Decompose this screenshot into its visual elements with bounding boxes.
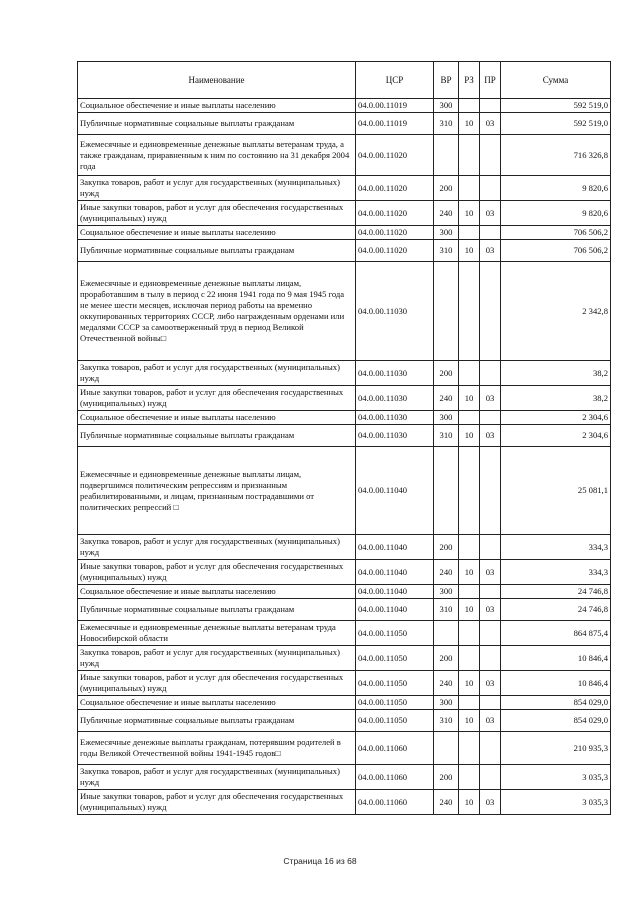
table-row [78,135,611,176]
table-row [78,585,611,599]
budget-table [77,61,611,815]
cell-csr: 04.0.00.11019 [356,99,434,113]
cell-pr [480,765,501,790]
cell-sum: 864 875,4 [501,621,611,646]
cell-sum: 38,2 [501,361,611,386]
cell-rz [459,361,480,386]
cell-vr: 200 [434,535,459,560]
cell-pr [480,447,501,535]
cell-pr: 03 [480,386,501,411]
cell-pr [480,585,501,599]
cell-rz [459,646,480,671]
header-name: Наименование [78,62,356,99]
cell-name: Ежемесячные и единовременные денежные выплаты ветеранам труда, а также гражданам, приравненным к ним по состоянию на 31 декабря 2004 года [78,135,356,176]
table-row [78,240,611,262]
cell-csr: 04.0.00.11020 [356,226,434,240]
cell-csr: 04.0.00.11020 [356,135,434,176]
table-row [78,790,611,815]
cell-csr: 04.0.00.11050 [356,621,434,646]
table-row [78,113,611,135]
cell-vr: 240 [434,201,459,226]
cell-name: Социальное обеспечение и иные выплаты населению [78,99,356,113]
cell-csr: 04.0.00.11050 [356,671,434,696]
cell-rz [459,176,480,201]
cell-rz: 10 [459,710,480,732]
cell-rz [459,621,480,646]
cell-sum: 706 506,2 [501,226,611,240]
cell-pr [480,176,501,201]
cell-sum: 592 519,0 [501,99,611,113]
cell-name: Закупка товаров, работ и услуг для государственных (муниципальных) нужд [78,765,356,790]
cell-name: Публичные нормативные социальные выплаты гражданам [78,599,356,621]
cell-name: Публичные нормативные социальные выплаты гражданам [78,240,356,262]
cell-pr: 03 [480,671,501,696]
cell-name: Ежемесячные денежные выплаты гражданам, потерявшим родителей в годы Великой Отечественной войны 1941-1945 годов□ [78,732,356,765]
cell-csr: 04.0.00.11040 [356,447,434,535]
cell-pr: 03 [480,710,501,732]
cell-csr: 04.0.00.11030 [356,386,434,411]
table-row [78,262,611,361]
table-row [78,535,611,560]
cell-sum: 3 035,3 [501,790,611,815]
cell-vr [434,447,459,535]
cell-csr: 04.0.00.11030 [356,361,434,386]
cell-vr: 310 [434,599,459,621]
cell-csr: 04.0.00.11060 [356,790,434,815]
cell-vr: 300 [434,99,459,113]
cell-rz: 10 [459,599,480,621]
table-row [78,646,611,671]
table-row [78,226,611,240]
cell-pr: 03 [480,560,501,585]
cell-name: Социальное обеспечение и иные выплаты населению [78,226,356,240]
cell-rz [459,585,480,599]
cell-pr [480,621,501,646]
table-row [78,447,611,535]
cell-rz [459,732,480,765]
cell-sum: 3 035,3 [501,765,611,790]
cell-pr [480,646,501,671]
table-header-row [78,62,611,99]
cell-name: Иные закупки товаров, работ и услуг для обеспечения государственных (муниципальных) нужд [78,790,356,815]
cell-sum: 24 746,8 [501,585,611,599]
cell-pr [480,411,501,425]
cell-pr: 03 [480,425,501,447]
cell-rz: 10 [459,790,480,815]
cell-vr [434,621,459,646]
cell-sum: 9 820,6 [501,176,611,201]
header-sum: Сумма [501,62,611,99]
cell-name: Публичные нормативные социальные выплаты гражданам [78,710,356,732]
cell-rz: 10 [459,201,480,226]
cell-sum: 38,2 [501,386,611,411]
cell-rz [459,411,480,425]
cell-pr: 03 [480,113,501,135]
cell-vr: 300 [434,696,459,710]
cell-vr: 200 [434,765,459,790]
cell-pr: 03 [480,790,501,815]
cell-vr: 300 [434,585,459,599]
cell-vr: 300 [434,226,459,240]
cell-csr: 04.0.00.11050 [356,710,434,732]
cell-sum: 210 935,3 [501,732,611,765]
cell-vr [434,135,459,176]
cell-name: Иные закупки товаров, работ и услуг для обеспечения государственных (муниципальных) нужд [78,201,356,226]
cell-vr: 310 [434,425,459,447]
cell-rz [459,765,480,790]
cell-sum: 2 304,6 [501,425,611,447]
cell-name: Социальное обеспечение и иные выплаты населению [78,411,356,425]
cell-rz [459,226,480,240]
cell-vr [434,262,459,361]
cell-csr: 04.0.00.11040 [356,560,434,585]
cell-name: Иные закупки товаров, работ и услуг для обеспечения государственных (муниципальных) нужд [78,560,356,585]
cell-rz [459,696,480,710]
cell-csr: 04.0.00.11030 [356,411,434,425]
cell-name: Ежемесячные и единовременные денежные выплаты лицам, проработавшим в тылу в период с 22 июня 1941 года по 9 мая 1945 года не менее шести месяцев, исключая период работы на временно оккупированных территориях СССР, либо награжденным орденами или медалями СССР за самоотверженный труд в период Великой Отечественной войны□ [78,262,356,361]
cell-name: Иные закупки товаров, работ и услуг для обеспечения государственных (муниципальных) нужд [78,386,356,411]
cell-csr: 04.0.00.11040 [356,535,434,560]
table-body [78,99,611,815]
cell-vr: 240 [434,386,459,411]
cell-pr: 03 [480,599,501,621]
table-row [78,599,611,621]
cell-name: Социальное обеспечение и иные выплаты населению [78,585,356,599]
page-number: Страница 16 из 68 [283,856,357,866]
cell-rz [459,447,480,535]
cell-name: Закупка товаров, работ и услуг для государственных (муниципальных) нужд [78,535,356,560]
cell-name: Закупка товаров, работ и услуг для государственных (муниципальных) нужд [78,361,356,386]
cell-csr: 04.0.00.11030 [356,425,434,447]
cell-pr: 03 [480,240,501,262]
cell-sum: 716 326,8 [501,135,611,176]
cell-rz: 10 [459,386,480,411]
cell-pr [480,262,501,361]
table-row [78,560,611,585]
cell-vr: 200 [434,361,459,386]
cell-rz: 10 [459,560,480,585]
cell-name: Закупка товаров, работ и услуг для государственных (муниципальных) нужд [78,176,356,201]
cell-name: Публичные нормативные социальные выплаты гражданам [78,425,356,447]
cell-sum: 854 029,0 [501,710,611,732]
cell-vr [434,732,459,765]
cell-rz: 10 [459,240,480,262]
cell-sum: 2 304,6 [501,411,611,425]
cell-csr: 04.0.00.11040 [356,585,434,599]
cell-pr [480,135,501,176]
cell-csr: 04.0.00.11020 [356,201,434,226]
cell-csr: 04.0.00.11050 [356,696,434,710]
header-pr: ПР [480,62,501,99]
cell-csr: 04.0.00.11020 [356,240,434,262]
header-csr: ЦСР [356,62,434,99]
cell-rz: 10 [459,425,480,447]
cell-rz: 10 [459,671,480,696]
cell-csr: 04.0.00.11060 [356,732,434,765]
table-row [78,411,611,425]
cell-sum: 10 846,4 [501,671,611,696]
cell-sum: 706 506,2 [501,240,611,262]
cell-sum: 9 820,6 [501,201,611,226]
cell-name: Ежемесячные и единовременные денежные выплаты лицам, подвергшимся политическим репрессиям и признанным реабилитированными, и лицам, признанным пострадавшими от политических репрессий □ [78,447,356,535]
cell-name: Социальное обеспечение и иные выплаты населению [78,696,356,710]
cell-name: Ежемесячные и единовременные денежные выплаты ветеранам труда Новосибирской области [78,621,356,646]
cell-vr: 240 [434,790,459,815]
table-row [78,732,611,765]
cell-csr: 04.0.00.11030 [356,262,434,361]
table-row [78,99,611,113]
table-row [78,176,611,201]
table-row [78,621,611,646]
cell-vr: 310 [434,240,459,262]
cell-csr: 04.0.00.11050 [356,646,434,671]
cell-rz [459,535,480,560]
cell-pr [480,535,501,560]
cell-vr: 240 [434,671,459,696]
table-row [78,425,611,447]
cell-pr [480,696,501,710]
table-row [78,696,611,710]
header-rz: РЗ [459,62,480,99]
table-row [78,671,611,696]
cell-vr: 200 [434,646,459,671]
cell-pr [480,226,501,240]
cell-sum: 25 081,1 [501,447,611,535]
cell-name: Публичные нормативные социальные выплаты гражданам [78,113,356,135]
cell-vr: 200 [434,176,459,201]
table-row [78,765,611,790]
table-row [78,361,611,386]
cell-pr [480,361,501,386]
table-row [78,386,611,411]
cell-pr [480,732,501,765]
cell-rz: 10 [459,113,480,135]
cell-sum: 854 029,0 [501,696,611,710]
cell-sum: 2 342,8 [501,262,611,361]
cell-pr: 03 [480,201,501,226]
cell-vr: 240 [434,560,459,585]
cell-csr: 04.0.00.11020 [356,176,434,201]
cell-name: Иные закупки товаров, работ и услуг для обеспечения государственных (муниципальных) нужд [78,671,356,696]
cell-sum: 592 519,0 [501,113,611,135]
cell-rz [459,99,480,113]
cell-pr [480,99,501,113]
cell-csr: 04.0.00.11019 [356,113,434,135]
cell-sum: 334,3 [501,560,611,585]
header-vr: ВР [434,62,459,99]
cell-csr: 04.0.00.11060 [356,765,434,790]
cell-csr: 04.0.00.11040 [356,599,434,621]
cell-vr: 310 [434,113,459,135]
cell-name: Закупка товаров, работ и услуг для государственных (муниципальных) нужд [78,646,356,671]
cell-rz [459,135,480,176]
table-row [78,201,611,226]
cell-vr: 300 [434,411,459,425]
table-row [78,710,611,732]
cell-sum: 10 846,4 [501,646,611,671]
cell-vr: 310 [434,710,459,732]
cell-sum: 24 746,8 [501,599,611,621]
cell-rz [459,262,480,361]
cell-sum: 334,3 [501,535,611,560]
